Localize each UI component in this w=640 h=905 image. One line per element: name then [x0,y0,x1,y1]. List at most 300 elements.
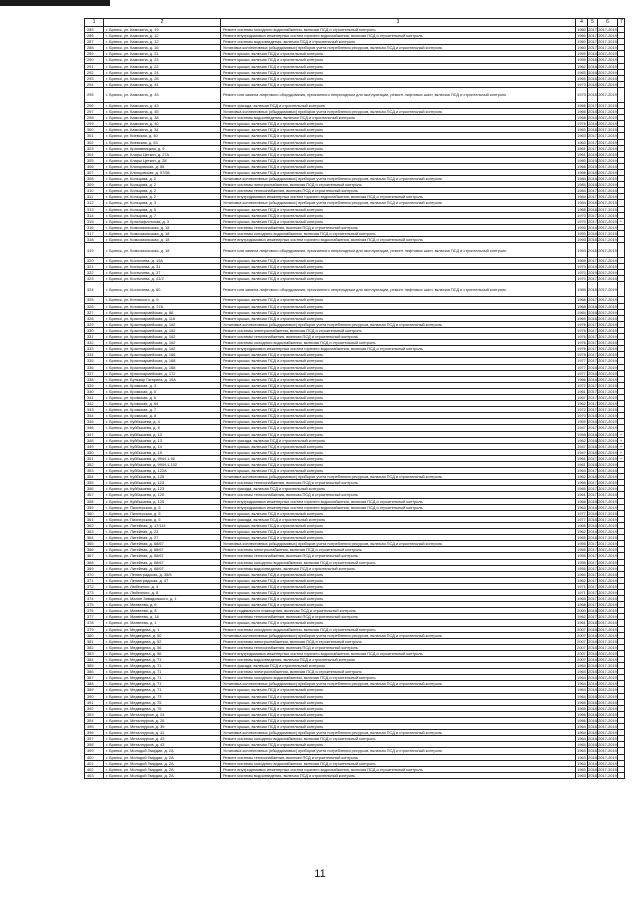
address-cell: г. Брянск, ул. Медведева, д. 73 [104,693,221,699]
mark-cell [618,282,625,297]
work-type-cell: Ремонт фасада, включая ПСД и строительный контроль [221,102,576,108]
work-type-cell: Ремонт подвального помещения, включая ПСД и строительный контроль [221,608,576,614]
build-year-cell: 1976 [577,327,586,333]
build-year-cell: 1978 [577,352,586,358]
work-type-cell: Ремонт фасада, включая ПСД и строительный контроль [221,437,576,443]
build-year-cell: 1963 [577,754,586,760]
period-cell: 2017-2019 [598,443,617,449]
plan-year-cell: 2018 [588,449,597,455]
work-type-cell: Ремонт крыши, включая ПСД и строительный контроль [221,724,576,730]
row-number: 368 [85,559,104,565]
period-cell: 2017-2019 [598,766,617,772]
work-type-cell: Ремонт крыши, включая ПСД и строительный контроль [221,462,576,468]
period-cell: 2017-2019 [598,681,617,687]
address-cell: г. Брянск, ул. Кольцова, д. 5 [104,206,221,212]
repair-schedule-table [84,18,625,779]
period-cell: 2017-2019 [598,535,617,541]
row-number: 289 [85,51,104,57]
plan-year-cell: 2018 [588,230,597,236]
row-number: 290 [85,57,104,63]
row-number: 297 [85,109,104,115]
address-cell: г. Брянск, ул. Куйбышева, д. 13 [104,431,221,437]
column-header: 1 [85,19,104,27]
work-type-cell: Ремонт системы электроснабжения, включая ПСД и строительный контроль [221,669,576,675]
work-type-cell: Ремонт внутридомовых инженерных систем горячего водоснабжения, включая ПСД и строительный контроль [221,498,576,504]
build-year-cell: 1969 [577,75,586,81]
plan-year-cell: 2019 [588,163,597,169]
plan-year-cell: 2018 [588,200,597,206]
row-number: 344 [85,413,104,419]
work-type-cell: Ремонт системы холодного водоснабжения, включая ПСД и строительный контроль [221,230,576,236]
address-cell: г. Брянск, ул. Молодой Гвардии, д. 2А [104,754,221,760]
address-cell: г. Брянск, ул. Комсомольская, д. 18 [104,243,221,258]
work-type-cell: Ремонт крыши, включая ПСД и строительный контроль [221,133,576,139]
address-cell: г. Брянск, ул. Литейная, д. 68/67 [104,547,221,553]
period-cell: 2017-2019 [598,151,617,157]
period-cell: 2017-2019 [598,321,617,327]
build-year-cell: 1963 [577,69,586,75]
row-number: 326 [85,303,104,309]
address-cell: г. Брянск, ул. Любезного, д. 8 [104,589,221,595]
address-cell: г. Брянск, ул. Литейная, д. 68/67 [104,553,221,559]
build-year-cell: 1993 [576,243,588,258]
row-number: 306 [85,163,104,169]
row-number: 382 [85,644,104,650]
work-type-cell: Ремонт внутридомовых инженерных систем горячего водоснабжения, включая ПСД и строительный контроль [221,237,576,243]
plan-year-cell: 2017 [588,258,597,264]
row-number: 329 [85,321,104,327]
plan-year-cell: 2017 [588,327,597,333]
plan-year-cell: 2018 [588,431,597,437]
plan-year-cell: 2018 [588,687,597,693]
address-cell: г. Брянск, ул. Клинцовская, д. 55 [104,163,221,169]
address-cell: г. Брянск, ул. Кольцова, д. 2 [104,188,221,194]
work-type-cell: Ремонт или замена лифтового оборудования, признанного непригодным для эксплуатации, ремонт лифтовых шахт, включая ПСД и строительный контроль [221,87,576,102]
plan-year-cell: 2018 [588,693,597,699]
row-number: 378 [85,620,104,626]
address-cell: г. Брянск, ул. Красноармейская, д. 162 [104,327,221,333]
work-type-cell: Ремонт крыши, включая ПСД и строительный контроль [221,358,576,364]
row-number: 381 [85,638,104,644]
address-cell: г. Брянск, ул. Кромская, д. 3 [104,382,221,388]
address-cell: г. Брянск, ул. Красноармейская, д. 166 [104,352,221,358]
address-cell: г. Брянск, ул. Красноармейская, д. 168 [104,358,221,364]
row-number: 317 [85,230,104,236]
period-cell: 2017-2019 [598,315,617,321]
period-cell: 2017-2019 [598,346,617,352]
work-type-cell: Ремонт крыши, включая ПСД и строительный контроль [221,276,576,282]
work-type-cell: Ремонт системы теплоснабжения, включая ПСД и строительный контроль [221,754,576,760]
plan-year-cell: 2017 [588,218,597,224]
build-year-cell: 1962 [577,401,586,407]
period-cell: 2017-2019 [598,474,617,480]
row-number: 339 [85,382,104,388]
build-year-cell: 2007 [577,650,586,656]
address-cell: г. Брянск, ул. Костычева, д. 60 [104,282,221,297]
mark-cell [618,87,625,102]
address-cell: г. Брянск, ул. Камозина, д. 41 [104,81,221,87]
build-year-cell: 1976 [577,321,586,327]
plan-year-cell: 2017 [588,139,597,145]
build-year-cell: 1962 [577,529,586,535]
period-cell: 2017-2019 [598,394,617,400]
build-year-cell: 1962 [577,614,586,620]
address-cell: г. Брянск, ул. Камозина, д. 22 [104,63,221,69]
period-cell: 2017-2019 [598,157,617,163]
period-cell: 2017-2019 [598,75,617,81]
period-cell: 2017-2019 [598,237,617,242]
address-cell: г. Брянск, ул. Клинцовская, д. 57/56 [104,169,221,175]
row-number: 388 [85,681,104,687]
period-cell: 2017-2019 [598,340,617,346]
row-number: 390 [85,693,104,699]
period-cell: 2017-2019 [598,51,617,57]
work-type-cell: Ремонт системы теплоснабжения, включая ПСД и строительный контроль [221,553,576,559]
build-year-cell: 1970 [577,413,586,419]
build-year-cell: 1970 [577,270,586,276]
plan-year-cell: 2017 [588,388,597,394]
build-year-cell: 1965 [577,699,586,705]
plan-year-cell: 2018 [588,282,598,297]
row-number: 285 [85,27,104,33]
build-year-cell: 1960 [577,45,586,51]
work-type-cell: Ремонт крыши, включая ПСД и строительный контроль [221,75,576,81]
address-cell: г. Брянск, ул. Медведева, д. 1 [104,626,221,632]
work-type-cell: Ремонт крыши, включая ПСД и строительный контроль [221,717,576,723]
period-cell: 2017-2019 [598,748,617,754]
build-year-cell: 1960 [577,27,586,32]
row-number: 402 [85,766,104,772]
row-number: 331 [85,334,104,340]
plan-year-cell: 2017 [588,297,597,303]
row-number: 334 [85,352,104,358]
work-type-cell: Ремонт крыши, включая ПСД и строительный контроль [221,364,576,370]
period-cell: 2017-2019 [598,736,617,742]
address-cell: г. Брянск, ул. Литейная, д. 27 [104,535,221,541]
plan-year-cell: 2018 [588,626,597,632]
row-number: 379 [85,626,104,632]
plan-year-cell: 2018 [588,748,597,754]
address-cell: г. Брянск, ул. Матвеева, д. 6 [104,602,221,608]
work-type-cell: Ремонт крыши, включая ПСД и строительный контроль [221,370,576,376]
build-year-cell: 1955 [577,559,586,565]
work-type-cell: Установка коллективных (общедомовых) приборов учета потребления ресурсов, включая ПСД и строительный контроль [221,541,576,547]
period-cell: 2017-2019 [598,230,617,236]
work-type-cell: Ремонт крыши, включая ПСД и строительный контроль [221,425,576,431]
row-number: 318 [85,237,104,243]
period-cell: 2017-2019 [598,480,617,486]
plan-year-cell: 2018 [588,736,597,742]
address-cell: г. Брянск, ул. Камозина, д. 45 [104,109,221,115]
period-cell: 2017-2019 [598,212,617,218]
build-year-cell: 1961 [577,462,586,467]
address-cell: г. Брянск, ул. Котовского, д. 6 [104,297,221,303]
address-cell: г. Брянск, ул. Камозина, д. 24 [104,69,221,75]
period-cell: 2017-2019 [598,270,617,276]
build-year-cell: 1966 [577,498,586,504]
period-cell: 2017-2019 [598,724,617,730]
period-cell: 2017-2019 [598,571,617,577]
address-cell: г. Брянск, ул. Кольцова, д. 3 [104,200,221,206]
row-number: 400 [85,754,104,760]
build-year-cell: 2007 [577,632,586,638]
period-cell: 2017-2019 [598,133,617,139]
address-cell: г. Брянск, ул. Киевская, д. 53 [104,139,221,145]
build-year-cell: 1966 [577,711,586,717]
table-header-row [85,19,625,27]
build-year-cell: 1967 [577,394,586,400]
build-year-cell: 1963 [577,748,586,754]
plan-year-cell: 2019 [588,157,597,163]
period-cell: 2017-2019 [598,127,617,133]
plan-year-cell: 2017 [588,583,597,589]
address-cell: г. Брянск, ул. Камозина, д. 40 [104,121,221,127]
plan-year-cell: 2018 [588,474,597,480]
row-number: 330 [85,327,104,333]
row-number: 302 [85,139,104,145]
plan-year-cell: 2017 [588,486,597,492]
period-cell: 2017-2019 [598,529,617,535]
period-cell: 2017-2019 [598,596,617,602]
address-cell: г. Брянск, ул. Костычева, д. 37 [104,270,221,276]
build-year-cell: 2007 [577,638,586,644]
mark-cell: + [618,218,625,224]
plan-year-cell: 2017 [588,45,597,51]
build-year-cell: 1961 [577,388,586,394]
work-type-cell: Ремонт системы теплоснабжения, включая ПСД и строительный контроль [221,188,576,194]
work-type-cell: Ремонт крыши, включая ПСД и строительный контроль [221,81,576,87]
period-cell: 2017-2019 [598,218,617,224]
row-number: 343 [85,407,104,413]
address-cell: г. Брянск, ул. Комсомольская, д. 18 [104,224,221,230]
period-cell: 2017-2019 [598,413,617,419]
build-year-cell: 1964 [577,663,586,669]
work-type-cell: Ремонт крыши, включая ПСД и строительный контроль [221,443,576,449]
build-year-cell: 1977 [577,510,586,516]
address-cell: г. Брянск, ул. Киевская, д. 40 [104,133,221,139]
plan-year-cell: 2018 [588,498,597,504]
period-cell: 2017-2019 [598,176,617,182]
plan-year-cell: 2018 [588,766,597,772]
address-cell: г. Брянск, ул. Куйбышева, д. 125 [104,498,221,504]
build-year-cell: 1993 [577,224,586,230]
address-cell: г. Брянск, ул. Медведева, д. 71 [104,657,221,663]
row-number: 403 [85,772,104,778]
plan-year-cell: 2017 [588,276,597,282]
period-cell: 2017-2019 [598,264,617,270]
address-cell: г. Брянск, ул. Медведева, д. 71 [104,687,221,693]
address-cell: г. Брянск, ул. Куйбышева, д. 13 [104,437,221,443]
build-year-cell: 1960 [577,39,586,45]
period-cell: 2017-2019 [598,69,617,75]
address-cell: г. Брянск, ул. Ленинградская, д. 35/5 [104,571,221,577]
row-number: 335 [85,358,104,364]
build-year-cell: 1965 [577,480,586,486]
address-cell: г. Брянск, ул. Молодой Гвардии, д. 2А [104,766,221,772]
work-type-cell: Ремонт системы теплоснабжения, включая ПСД и строительный контроль [221,334,576,340]
row-number: 288 [85,45,104,51]
work-type-cell: Ремонт крыши, включая ПСД и строительный контроль [221,145,576,151]
row-number: 374 [85,596,104,602]
address-cell: г. Брянск, ул. Куйбышева, д. 6 [104,425,221,431]
work-type-cell: Ремонт внутридомовых инженерных систем горячего водоснабжения, включая ПСД и строительный контроль [221,650,576,656]
period-cell: 2017-2019 [598,516,617,522]
build-year-cell: 1962 [577,437,586,443]
build-year-cell: 1964 [577,669,586,675]
plan-year-cell: 2017 [588,321,597,327]
build-year-cell: 1947 [577,425,586,431]
row-number: 401 [85,760,104,766]
row-number: 314 [85,212,104,218]
period-cell: 2017-2019 [598,730,617,736]
row-number: 287 [85,39,104,45]
period-cell: 2017-2019 [598,376,617,382]
plan-year-cell: 2018 [588,638,597,644]
address-cell: г. Брянск, ул. Красноармейская, д. 162 [104,334,221,340]
address-cell: г. Брянск, ул. Молодой Гвардии, д. 2А [104,760,221,766]
row-number: 327 [85,309,104,315]
address-cell: г. Брянск, ул. Куйбышева, д. 99/И-1-90 [104,455,221,461]
build-year-cell: 1971 [577,589,586,595]
mark-cell: + [618,455,625,461]
work-type-cell: Ремонт крыши, включая ПСД и строительный контроль [221,583,576,589]
plan-year-cell: 2018 [588,724,597,730]
address-cell: г. Брянск, ул. Клары Цеткин, д. 28 [104,157,221,163]
plan-year-cell: 2018 [588,81,597,87]
period-cell: 2017-2019 [598,644,617,650]
period-cell: 2017-2019 [598,258,617,264]
work-type-cell: Ремонт крыши, включая ПСД и строительный контроль [221,264,576,270]
plan-year-cell: 2017 [588,401,597,407]
address-cell: г. Брянск, ул. Любезного, д. 4 [104,583,221,589]
period-cell: 2017-2019 [598,486,617,492]
work-type-cell: Ремонт крыши, включая ПСД и строительный контроль [221,407,576,413]
build-year-cell: 1984 [577,176,586,182]
work-type-cell: Ремонт крыши, включая ПСД и строительный контроль [221,589,576,595]
row-number: 397 [85,736,104,742]
address-cell: г. Брянск, ул. Куйбышева, д. 123 [104,486,221,492]
address-cell: г. Брянск, ул. Красноармейская, д. 88 [104,309,221,315]
plan-year-cell: 2018 [588,443,597,449]
address-cell: г. Брянск, ул. Куйбышева, д. 123 [104,480,221,486]
plan-year-cell: 2018 [588,303,597,309]
plan-year-cell: 2017 [588,39,597,45]
plan-year-cell: 2018 [588,711,597,717]
address-cell: г. Брянск, ул. Камозина, д. 43 [104,87,221,102]
page-number: 11 [314,868,326,880]
period-cell: 2017-2019 [598,200,617,206]
build-year-cell: 1970 [577,276,586,282]
period-cell: 2017-2019 [598,498,617,504]
build-year-cell: 1966 [577,376,586,382]
period-cell: 2017-2019 [598,27,617,32]
plan-year-cell: 2018 [588,644,597,650]
build-year-cell: 1964 [577,681,586,687]
work-type-cell: Ремонт крыши, включая ПСД и строительный контроль [221,602,576,608]
period-cell: 2017-2019 [598,63,617,69]
period-cell: 2017-2019 [598,327,617,333]
address-cell: г. Брянск, ул. Красноармейская, д. 172 [104,370,221,376]
address-cell: г. Брянск, ул. Куйбышева, д. 14 [104,443,221,449]
work-type-cell: Ремонт крыши, включая ПСД и строительный контроль [221,206,576,212]
address-cell: г. Брянск, ул. Кольцова, д. 2 [104,194,221,200]
period-cell: 2017-2019 [598,449,617,455]
period-cell: 2017-2019 [598,620,617,626]
period-cell: 2017-2019 [598,717,617,723]
row-number: 353 [85,468,104,474]
period-cell: 2017-2019 [598,81,617,87]
row-number: 336 [85,364,104,370]
period-cell: 2017-2019 [598,182,617,188]
plan-year-cell: 2018 [588,169,597,175]
build-year-cell: 1966 [577,717,586,723]
period-cell: 2017-2019 [598,614,617,620]
row-number: 315 [85,218,104,224]
table-row [85,282,625,297]
work-type-cell: Ремонт крыши, включая ПСД и строительный контроль [221,51,576,57]
work-type-cell: Ремонт фасада, включая ПСД и строительный контроль [221,486,576,492]
row-number: 399 [85,748,104,754]
row-number: 357 [85,492,104,498]
plan-year-cell: 2017 [588,553,597,559]
plan-year-cell: 2018 [588,224,597,230]
mark-cell: + [618,443,625,449]
period-cell: 2017-2019 [598,608,617,614]
build-year-cell: 1968 [577,115,586,121]
period-cell: 2017-2019 [598,650,617,656]
plan-year-cell: 2018 [588,87,598,102]
work-type-cell: Ремонт фасада, включая ПСД и строительный контроль [221,516,576,522]
address-cell: г. Брянск, ул. Куйбышева, д. 125 [104,474,221,480]
work-type-cell: Установка коллективных (общедомовых) приборов учета потребления ресурсов, включая ПСД и строительный контроль [221,321,576,327]
period-cell: 2017-2019 [598,388,617,394]
work-type-cell: Ремонт крыши, включая ПСД и строительный контроль [221,535,576,541]
period-cell: 2017-2019 [598,510,617,516]
period-cell: 2017-2019 [598,577,617,583]
period-cell: 2017-2019 [598,632,617,638]
period-cell: 2017-2019 [598,455,617,461]
work-type-cell: Ремонт системы теплоснабжения, включая ПСД и строительный контроль [221,492,576,498]
mark-cell [618,772,625,778]
row-number: 395 [85,724,104,730]
work-type-cell: Ремонт фасада, включая ПСД и строительный контроль [221,663,576,669]
work-type-cell: Ремонт системы теплоснабжения, включая ПСД и строительный контроль [221,480,576,486]
plan-year-cell: 2017 [588,455,597,461]
address-cell: г. Брянск, ул. Куйбышева, д. 99/И-1-102 [104,462,221,468]
work-type-cell: Ремонт крыши, включая ПСД и строительный контроль [221,468,576,474]
build-year-cell: 1963 [577,504,586,510]
plan-year-cell: 2017 [588,541,597,547]
row-number: 392 [85,705,104,711]
work-type-cell: Ремонт системы электроснабжения, включая ПСД и строительный контроль [221,547,576,553]
row-number: 324 [85,282,104,297]
work-type-cell: Ремонт крыши, включая ПСД и строительный контроль [221,121,576,127]
row-number: 342 [85,401,104,407]
row-number: 384 [85,657,104,663]
period-cell: 2017-2019 [598,669,617,675]
build-year-cell: 1966 [577,102,586,108]
plan-year-cell: 2018 [588,437,597,443]
row-number: 366 [85,547,104,553]
period-cell: 2017-2019 [598,139,617,145]
row-number: 296 [85,102,104,108]
column-header: 3 [221,19,576,27]
work-type-cell: Ремонт системы водоотведения, включая ПСД и строительный контроль [221,772,576,778]
row-number: 307 [85,169,104,175]
plan-year-cell: 2018 [588,462,597,467]
period-cell: 2017-2019 [598,431,617,437]
address-cell: г. Брянск, ул. Камозина, д. 38 [104,115,221,121]
